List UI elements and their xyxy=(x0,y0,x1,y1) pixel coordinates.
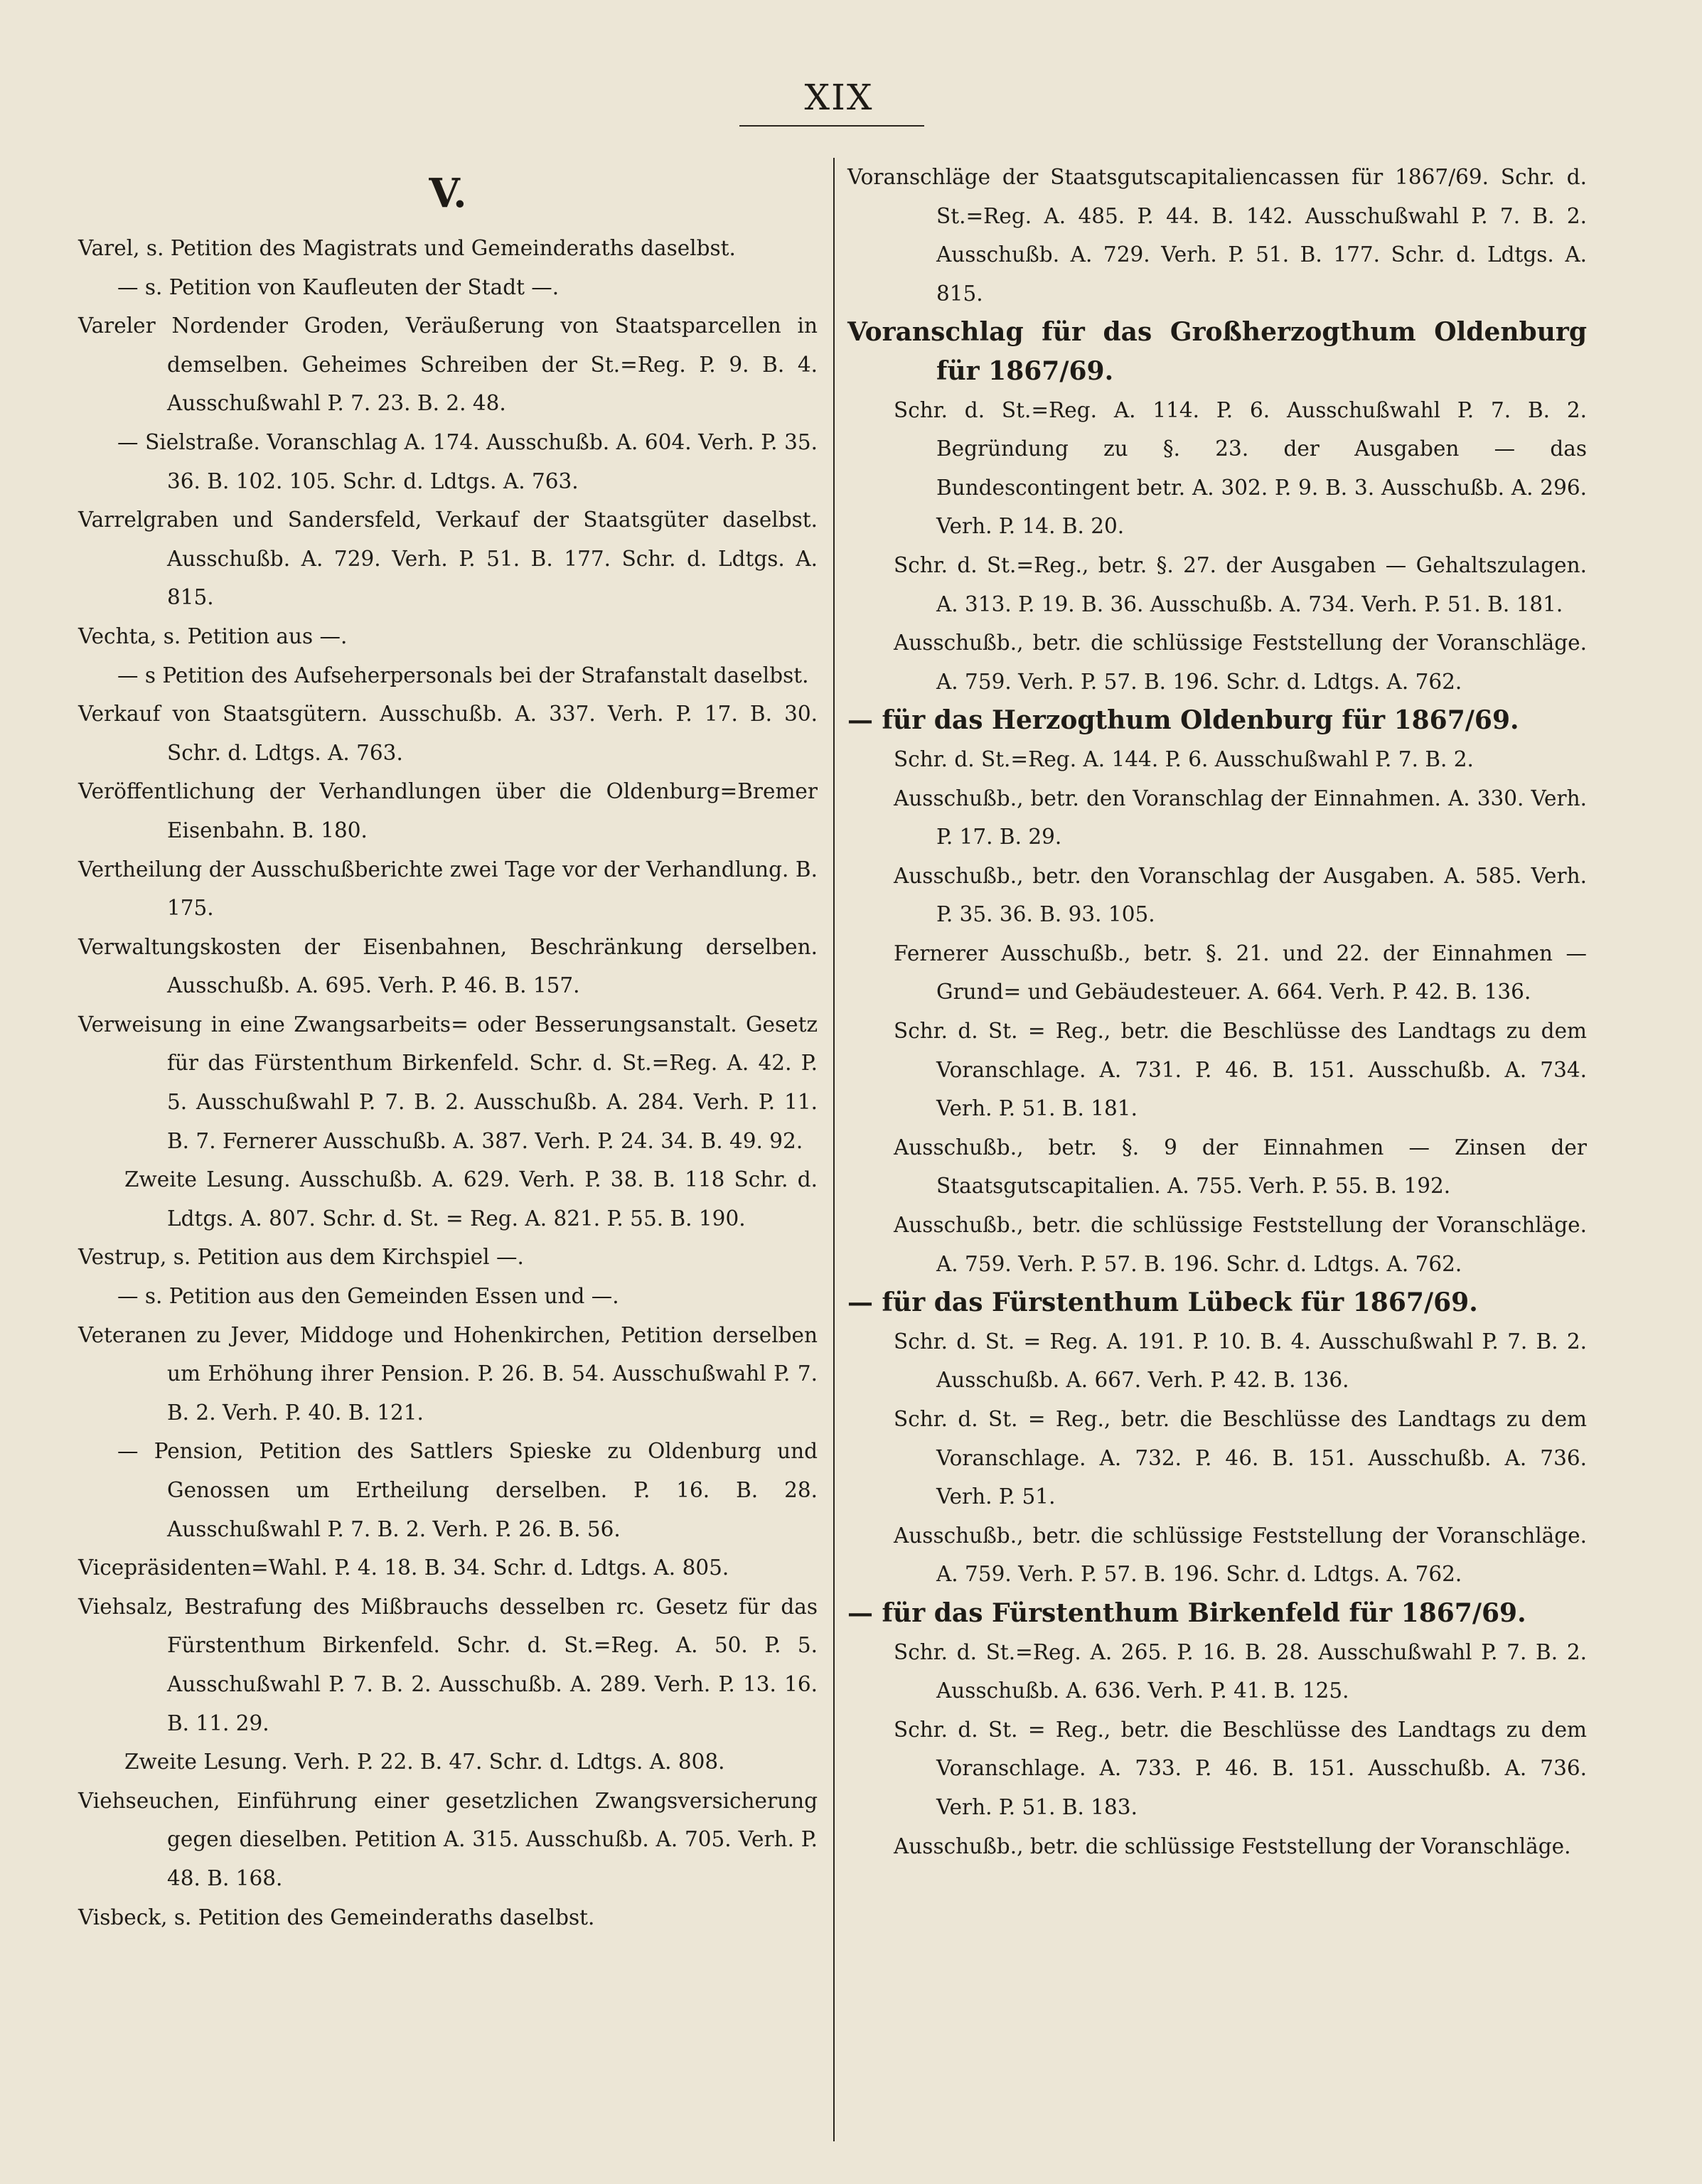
index-entry: Viehseuchen, Einführung einer gesetzlichen Zwangsversicherung gegen dieselben. Petition A. 315. Ausschußb. A. 705. Verh. P. 48. B. 168. xyxy=(78,1788,818,1890)
index-entry: Schr. d. St.=Reg. A. 265. P. 16. B. 28. Ausschußwahl P. 7. B. 2. Ausschußb. A. 636. Verh. P. 41. B. 125. xyxy=(894,1639,1587,1703)
header-rule xyxy=(739,125,924,127)
index-entry: Ausschußb., betr. die schlüssige Feststellung der Voranschläge. A. 759. Verh. P. 57. B. 196. Schr. d. Ldtgs. A. 762. xyxy=(894,1523,1587,1587)
index-entry: Schr. d. St. = Reg., betr. die Beschlüsse des Landtags zu dem Voranschlage. A. 733. P. 46. B. 151. Ausschußb. A. 736. Verh. P. 51. B. 183. xyxy=(894,1717,1587,1819)
index-entry: — Sielstraße. Voranschlag A. 174. Ausschußb. A. 604. Verh. P. 35. 36. B. 102. 105. Schr. d. Ldtgs. A. 763. xyxy=(117,429,818,493)
index-entry: Schr. d. St. = Reg., betr. die Beschlüsse des Landtags zu dem Voranschlage. A. 732. P. 46. B. 151. Ausschußb. A. 736. Verh. P. 51. xyxy=(894,1407,1587,1509)
index-entry: — s Petition des Aufseherpersonals bei der Strafanstalt daselbst. xyxy=(117,663,809,687)
left-column xyxy=(78,158,818,1937)
index-entry: — s. Petition aus den Gemeinden Essen und —. xyxy=(117,1284,619,1309)
index-entry: Veteranen zu Jever, Middoge und Hohenkirchen, Petition derselben um Erhöhung ihrer Pension. P. 26. B. 54. Ausschußwahl P. 7. B. 2. Verh. P. 40. B. 121. xyxy=(78,1322,818,1425)
index-entry: Vertheilung der Ausschußberichte zwei Tage vor der Verhandlung. B. 175. xyxy=(78,857,818,921)
index-entry: Schr. d. St. = Reg., betr. die Beschlüsse des Landtags zu dem Voranschlage. A. 731. P. 46. B. 151. Ausschußb. A. 734. Verh. P. 51. B. 181. xyxy=(894,1019,1587,1121)
index-entry: Vestrup, s. Petition aus dem Kirchspiel —. xyxy=(78,1245,524,1270)
index-subheading: — für das Fürstenthum Lübeck für 1867/69. xyxy=(847,1288,1478,1318)
left-index-entries xyxy=(78,229,818,1937)
index-entry: Ausschußb., betr. den Voranschlag der Ausgaben. A. 585. Verh. P. 35. 36. B. 93. 105. xyxy=(894,863,1587,927)
index-subheading: — für das Fürstenthum Birkenfeld für 1867/69. xyxy=(847,1597,1526,1628)
index-entry: Visbeck, s. Petition des Gemeinderaths daselbst. xyxy=(78,1905,595,1929)
index-entry: Ausschußb., betr. die schlüssige Feststellung der Voranschläge. A. 759. Verh. P. 57. B. 196. Schr. d. Ldtgs. A. 762. xyxy=(894,1213,1587,1276)
index-entry: Viehsalz, Bestrafung des Mißbrauchs desselben rc. Gesetz für das Fürstenthum Birkenfeld. Schr. d. St.=Reg. A. 50. P. 5. Ausschußwahl P. 7. B. 2. Ausschußb. A. 289. Verh. P. 13. 16. B. 11. 29. xyxy=(78,1594,818,1735)
index-entry: Vechta, s. Petition aus —. xyxy=(78,623,348,648)
index-entry: Zweite Lesung. Ausschußb. A. 629. Verh. P. 38. B. 118 Schr. d. Ldtgs. A. 807. Schr. d. St. = Reg. A. 821. P. 55. B. 190. xyxy=(124,1167,818,1231)
index-entry: Ausschußb., betr. den Voranschlag der Einnahmen. A. 330. Verh. P. 17. B. 29. xyxy=(894,786,1587,850)
index-entry: Varel, s. Petition des Magistrats und Gemeinderaths daselbst. xyxy=(78,236,736,260)
index-entry: Verkauf von Staatsgütern. Ausschußb. A. 337. Verh. P. 17. B. 30. Schr. d. Ldtgs. A. 763. xyxy=(78,702,818,765)
section-letter: V. xyxy=(429,170,467,217)
index-subheading: — für das Herzogthum Oldenburg für 1867/69. xyxy=(847,705,1519,736)
index-subheading: Voranschlag für das Großherzogthum Oldenburg für 1867/69. xyxy=(847,317,1587,386)
index-entry: Vareler Nordender Groden, Veräußerung von Staatsparcellen in demselben. Geheimes Schreiben der St.=Reg. P. 9. B. 4. Ausschußwahl P. 7. 23. B. 2. 48. xyxy=(78,314,818,416)
index-entry: Vicepräsidenten=Wahl. P. 4. 18. B. 34. Schr. d. Ldtgs. A. 805. xyxy=(78,1556,729,1580)
index-entry: — s. Petition von Kaufleuten der Stadt —. xyxy=(117,274,560,299)
index-entry: Schr. d. St.=Reg. A. 114. P. 6. Ausschußwahl P. 7. B. 2. Begründung zu §. 23. der Ausgaben — das Bundescontingent betr. A. 302. P. 9. B. 3. Ausschußb. A. 296. Verh. P. 14. B. 20. xyxy=(894,397,1587,539)
column-divider xyxy=(833,158,835,2141)
index-entry: Ausschußb., betr. §. 9 der Einnahmen — Zinsen der Staatsgutscapitalien. A. 755. Verh. P. 55. B. 192. xyxy=(894,1135,1587,1199)
page-number: XIX xyxy=(804,77,874,118)
index-entry: Varrelgraben und Sandersfeld, Verkauf der Staatsgüter daselbst. Ausschußb. A. 729. Verh. P. 51. B. 177. Schr. d. Ldtgs. A. 815. xyxy=(78,508,818,610)
index-entry: Zweite Lesung. Verh. P. 22. B. 47. Schr. d. Ldtgs. A. 808. xyxy=(124,1750,725,1774)
right-index-entries xyxy=(847,158,1587,1866)
index-entry: Fernerer Ausschußb., betr. §. 21. und 22. der Einnahmen — Grund= und Gebäudesteuer. A. 664. Verh. P. 42. B. 136. xyxy=(894,941,1587,1005)
index-entry: Voranschläge der Staatsgutscapitaliencassen für 1867/69. Schr. d. St.=Reg. A. 485. P. 44. B. 142. Ausschußwahl P. 7. B. 2. Ausschußb. A. 729. Verh. P. 51. B. 177. Schr. d. Ldtgs. A. 815. xyxy=(847,165,1587,306)
index-entry: Verwaltungskosten der Eisenbahnen, Beschränkung derselben. Ausschußb. A. 695. Verh. P. 46. B. 157. xyxy=(78,934,818,998)
index-entry: Schr. d. St. = Reg. A. 191. P. 10. B. 4. Ausschußwahl P. 7. B. 2. Ausschußb. A. 667. Verh. P. 42. B. 136. xyxy=(894,1329,1587,1393)
index-entry: Schr. d. St.=Reg., betr. §. 27. der Ausgaben — Gehaltszulagen. A. 313. P. 19. B. 36. Ausschußb. A. 734. Verh. P. 51. B. 181. xyxy=(894,552,1587,616)
index-entry: — Pension, Petition des Sattlers Spieske zu Oldenburg und Genossen um Ertheilung derselben. P. 16. B. 28. Ausschußwahl P. 7. B. 2. Verh. P. 26. B. 56. xyxy=(117,1439,818,1541)
index-entry: Schr. d. St.=Reg. A. 144. P. 6. Ausschußwahl P. 7. B. 2. xyxy=(894,746,1474,771)
right-column xyxy=(847,158,1587,1866)
index-entry: Ausschußb., betr. die schlüssige Feststellung der Voranschläge. A. 759. Verh. P. 57. B. 196. Schr. d. Ldtgs. A. 762. xyxy=(894,631,1587,694)
index-entry: Verweisung in eine Zwangsarbeits= oder Besserungsanstalt. Gesetz für das Fürstenthum Birkenfeld. Schr. d. St.=Reg. A. 42. P. 5. Ausschußwahl P. 7. B. 2. Ausschußb. A. 284. Verh. P. 11. B. 7. Fernerer Ausschußb. A. 387. Verh. P. 24. 34. B. 49. 92. xyxy=(78,1012,818,1153)
index-entry: Veröffentlichung der Verhandlungen über die Oldenburg=Bremer Eisenbahn. B. 180. xyxy=(78,779,818,842)
index-entry: Ausschußb., betr. die schlüssige Feststellung der Voranschläge. xyxy=(894,1834,1571,1858)
